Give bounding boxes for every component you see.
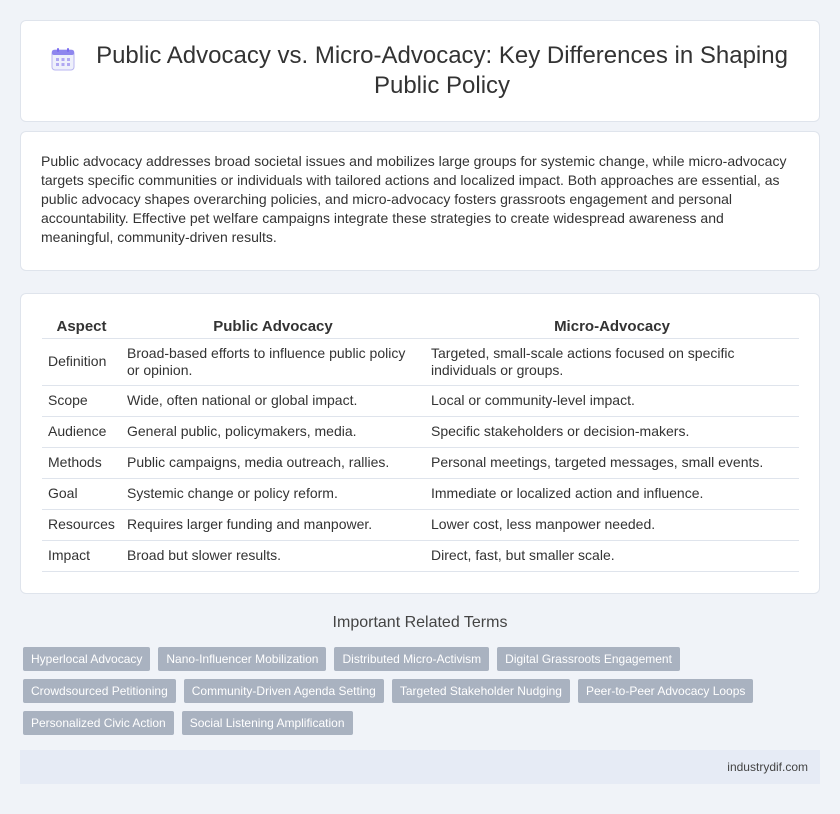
header-card <box>20 20 820 122</box>
related-terms-tags <box>23 647 803 743</box>
row-aspect: Goal <box>42 478 121 509</box>
footer-site[interactable]: industrydif.com <box>727 760 808 774</box>
tag-link[interactable]: Community-Driven Agenda Setting <box>184 679 384 703</box>
row-micro: Specific stakeholders or decision-makers. <box>425 416 799 447</box>
row-public: General public, policymakers, media. <box>121 416 425 447</box>
row-aspect: Methods <box>42 447 121 478</box>
row-public: Wide, often national or global impact. <box>121 385 425 416</box>
table-row <box>42 338 799 385</box>
comparison-table-card <box>20 293 820 594</box>
comparison-table <box>42 314 799 572</box>
table-row <box>42 509 799 540</box>
tag-row <box>23 679 803 703</box>
row-public: Requires larger funding and manpower. <box>121 509 425 540</box>
row-micro: Lower cost, less manpower needed. <box>425 509 799 540</box>
tag-link[interactable]: Targeted Stakeholder Nudging <box>392 679 570 703</box>
row-public: Systemic change or policy reform. <box>121 478 425 509</box>
row-public: Broad but slower results. <box>121 540 425 571</box>
table-row <box>42 478 799 509</box>
tag-link[interactable]: Peer-to-Peer Advocacy Loops <box>578 679 753 703</box>
tag-link[interactable]: Crowdsourced Petitioning <box>23 679 176 703</box>
row-micro: Direct, fast, but smaller scale. <box>425 540 799 571</box>
tag-row <box>23 647 803 671</box>
header-aspect: Aspect <box>42 314 121 338</box>
row-micro: Personal meetings, targeted messages, small events. <box>425 447 799 478</box>
header-micro-advocacy: Micro-Advocacy <box>425 314 799 338</box>
table-row <box>42 447 799 478</box>
row-aspect: Impact <box>42 540 121 571</box>
tag-link[interactable]: Personalized Civic Action <box>23 711 174 735</box>
row-aspect: Resources <box>42 509 121 540</box>
header-public-advocacy: Public Advocacy <box>121 314 425 338</box>
row-aspect: Scope <box>42 385 121 416</box>
row-aspect: Audience <box>42 416 121 447</box>
tag-row <box>23 711 803 735</box>
page-title: Public Advocacy vs. Micro-Advocacy: Key Differences in Shaping Public Policy <box>96 42 788 99</box>
summary-text: Public advocacy addresses broad societal issues and mobilizes large groups for systemic change, while micro-advocacy targets specific communities or individuals with tailored actions and localized impact. Both approaches are essential, as public advocacy shapes overarching policies, and micro-advocacy fosters grassroots engagement and personal accountability. Effective pet welfare campaigns integrate these strategies to create widespread awareness and meaningful, community-driven results. <box>41 153 787 245</box>
row-micro: Local or community-level impact. <box>425 385 799 416</box>
calendar-icon <box>51 47 75 71</box>
tag-link[interactable]: Nano-Influencer Mobilization <box>158 647 326 671</box>
tag-link[interactable]: Digital Grassroots Engagement <box>497 647 680 671</box>
row-micro: Targeted, small-scale actions focused on specific individuals or groups. <box>425 338 799 385</box>
tag-link[interactable]: Distributed Micro-Activism <box>334 647 489 671</box>
tag-link[interactable]: Social Listening Amplification <box>182 711 353 735</box>
table-row <box>42 540 799 571</box>
table-header-row <box>42 314 799 338</box>
summary-card <box>20 131 820 271</box>
table-row <box>42 416 799 447</box>
related-terms-title: Important Related Terms <box>332 614 508 631</box>
row-public: Public campaigns, media outreach, rallies. <box>121 447 425 478</box>
row-public: Broad-based efforts to influence public policy or opinion. <box>121 338 425 385</box>
tag-link[interactable]: Hyperlocal Advocacy <box>23 647 150 671</box>
table-row <box>42 385 799 416</box>
row-micro: Immediate or localized action and influence. <box>425 478 799 509</box>
footer <box>20 750 820 784</box>
row-aspect: Definition <box>42 338 121 385</box>
